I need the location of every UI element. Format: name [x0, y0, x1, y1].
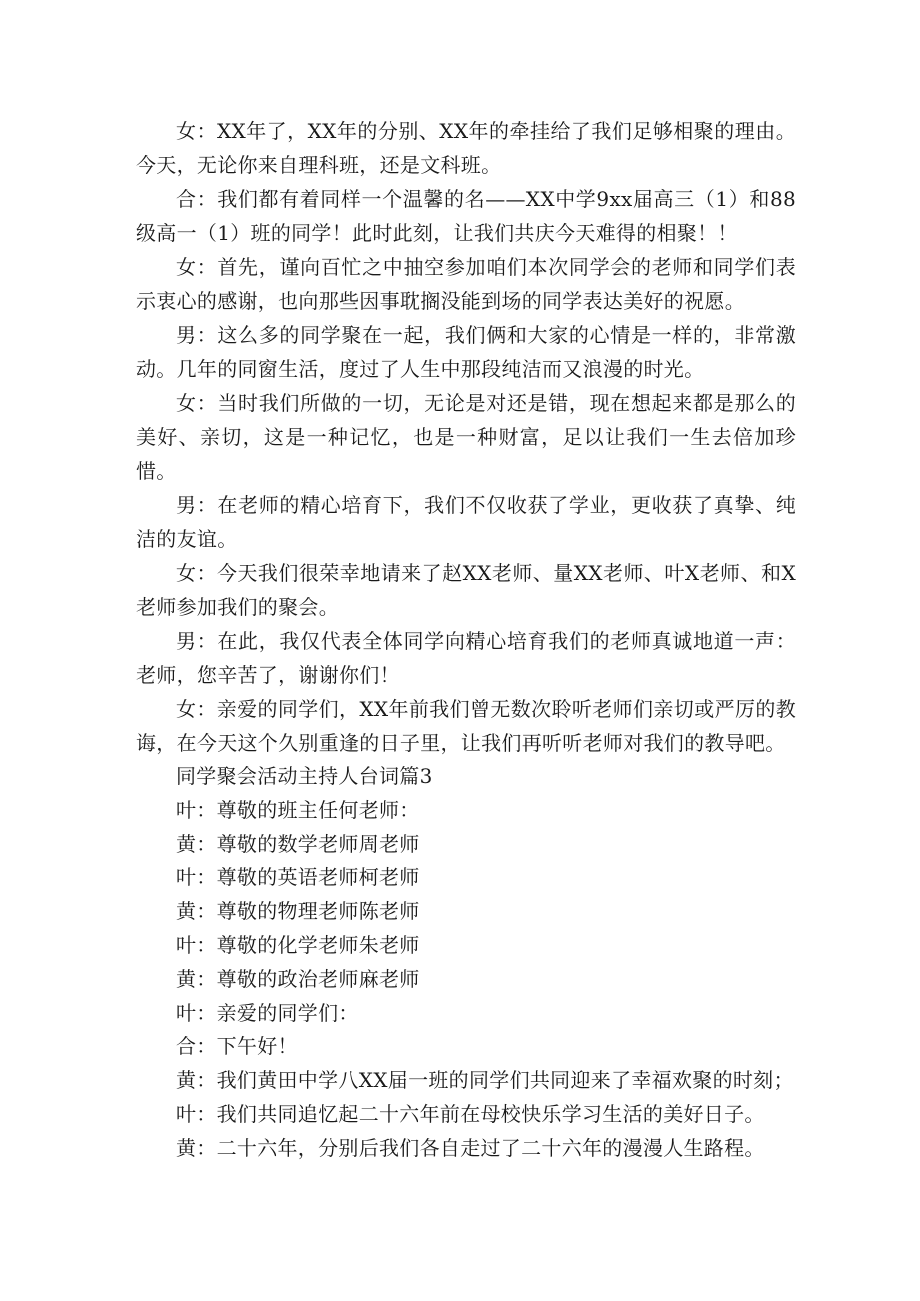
section-heading: 同学聚会活动主持人台词篇3 — [176, 764, 433, 788]
greeting-line: 叶：亲爱的同学们： — [176, 1000, 359, 1025]
paragraph-5: 女：当时我们所做的一切，无论是对还是错，现在想起来都是那么的美好、亲切，这是一种记忆，也是一种财富，足以让我们一生去倍加珍惜。 — [136, 391, 796, 483]
greeting-line: 叶：尊敬的英语老师柯老师 — [176, 865, 420, 890]
greeting-line: 叶：尊敬的化学老师朱老师 — [176, 932, 420, 957]
dialogue-line: 黄：二十六年，分别后我们各自走过了二十六年的漫漫人生路程。 — [176, 1135, 765, 1160]
greeting-line: 黄：尊敬的物理老师陈老师 — [176, 899, 420, 924]
greeting-line: 黄：尊敬的政治老师麻老师 — [176, 966, 420, 991]
greeting-line: 合：下午好！ — [176, 1034, 298, 1059]
dialogue-line: 叶：我们共同追忆起二十六年前在母校快乐学习生活的美好日子。 — [176, 1101, 765, 1126]
paragraph-2: 合：我们都有着同样一个温馨的名——XX中学9xx届高三（1）和88级高一（1）班的同学！此时此刻，让我们共庆今天难得的相聚！！ — [136, 187, 796, 245]
paragraph-6: 男：在老师的精心培育下，我们不仅收获了学业，更收获了真挚、纯洁的友谊。 — [136, 493, 796, 551]
document-body — [136, 114, 796, 1166]
paragraph-7: 女：今天我们很荣幸地请来了赵XX老师、量XX老师、叶X老师、和X老师参加我们的聚会。 — [136, 561, 796, 619]
paragraph-9: 女：亲爱的同学们，XX年前我们曾无数次聆听老师们亲切或严厉的教诲，在今天这个久别重逢的日子里，让我们再听听老师对我们的教导吧。 — [136, 697, 796, 755]
paragraph-3: 女：首先，谨向百忙之中抽空参加咱们本次同学会的老师和同学们表示衷心的感谢，也向那些因事耽搁没能到场的同学表达美好的祝愿。 — [136, 255, 796, 313]
paragraph-4: 男：这么多的同学聚在一起，我们俩和大家的心情是一样的，非常激动。几年的同窗生活，度过了人生中那段纯洁而又浪漫的时光。 — [136, 323, 796, 381]
paragraph-8: 男：在此，我仅代表全体同学向精心培育我们的老师真诚地道一声：老师，您辛苦了，谢谢你们！ — [136, 629, 796, 687]
paragraph-1: 女：XX年了，XX年的分别、XX年的牵挂给了我们足够相聚的理由。今天，无论你来自理科班，还是文科班。 — [136, 119, 796, 177]
greeting-line: 黄：尊敬的数学老师周老师 — [176, 831, 420, 856]
dialogue-line: 黄：我们黄田中学八XX届一班的同学们共同迎来了幸福欢聚的时刻； — [176, 1068, 794, 1093]
greeting-line: 叶：尊敬的班主任何老师： — [176, 797, 420, 822]
